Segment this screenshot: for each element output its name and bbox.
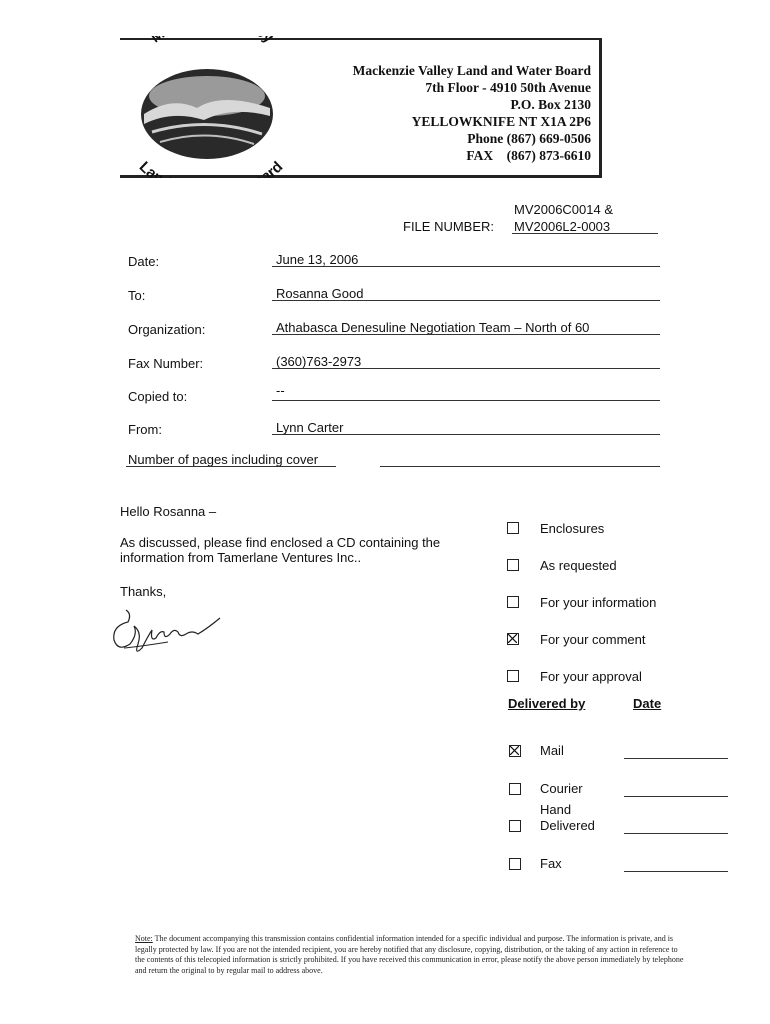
file-number-value-1: MV2006C0014 & bbox=[514, 202, 614, 217]
delivery-checkbox[interactable] bbox=[509, 858, 521, 870]
to-value: Rosanna Good bbox=[276, 286, 364, 301]
file-number-label: FILE NUMBER: bbox=[403, 219, 495, 234]
fax-number-label: Fax Number: bbox=[128, 356, 204, 371]
fax-number-value: (360)763-2973 bbox=[276, 354, 362, 369]
phone-number: Phone (867) 669-0506 bbox=[467, 131, 591, 146]
copied-to-value: -- bbox=[276, 383, 285, 398]
message-closing: Thanks, bbox=[120, 584, 167, 599]
svg-text:Land and Water Board bbox=[136, 158, 287, 178]
purpose-checkbox[interactable] bbox=[507, 670, 519, 682]
date-label: Date: bbox=[128, 254, 160, 269]
delivered-by-header: Delivered by bbox=[508, 696, 586, 711]
delivery-option-label-line2: Delivered bbox=[540, 818, 595, 833]
date-underline bbox=[272, 266, 660, 267]
copied-to-underline bbox=[272, 400, 660, 401]
delivery-date-line[interactable] bbox=[624, 796, 728, 797]
delivery-date-line[interactable] bbox=[624, 758, 728, 759]
purpose-option-label: For your comment bbox=[540, 632, 646, 647]
delivery-option-label-line1: Hand bbox=[540, 802, 572, 817]
purpose-option-label: As requested bbox=[540, 558, 617, 573]
purpose-option-label: Enclosures bbox=[540, 521, 605, 536]
date-value: June 13, 2006 bbox=[276, 252, 359, 267]
delivery-date-line[interactable] bbox=[624, 833, 728, 834]
svg-text:Mackenzie Valley bbox=[148, 36, 277, 47]
delivery-checkbox[interactable] bbox=[509, 783, 521, 795]
fax-number-underline bbox=[272, 368, 660, 369]
logo-text-top: y bbox=[259, 36, 277, 47]
organization-value: Athabasca Denesuline Negotiation Team – North of 60 bbox=[276, 320, 590, 335]
purpose-checkbox[interactable] bbox=[507, 596, 519, 608]
note-prefix: Note: bbox=[135, 934, 153, 943]
address-line-3: YELLOWKNIFE NT X1A 2P6 bbox=[411, 114, 591, 129]
message-body: As discussed, please find enclosed a CD containing the information from Tamerlane Ventures Inc.. bbox=[120, 535, 441, 565]
purpose-checkbox[interactable] bbox=[507, 522, 519, 534]
delivery-date-line[interactable] bbox=[624, 871, 728, 872]
address-line-2: P.O. Box 2130 bbox=[510, 97, 591, 112]
logo-text-bottom: Lan ard bbox=[135, 158, 287, 178]
pages-underline-left bbox=[126, 466, 336, 467]
organization-label: Organization: bbox=[128, 322, 206, 337]
confidentiality-note bbox=[135, 934, 687, 976]
fax-number: FAX (867) 873-6610 bbox=[466, 148, 591, 163]
file-number-value-2: MV2006L2-0003 bbox=[514, 219, 611, 234]
from-label: From: bbox=[128, 422, 162, 437]
pages-underline-right bbox=[380, 466, 660, 467]
delivery-option-label: Fax bbox=[540, 856, 562, 871]
purpose-option-label: For your approval bbox=[540, 669, 642, 684]
from-underline bbox=[272, 434, 660, 435]
org-address-block bbox=[353, 62, 591, 164]
delivery-option-label: Courier bbox=[540, 781, 583, 796]
purpose-checkbox[interactable] bbox=[507, 633, 519, 645]
board-logo-icon bbox=[112, 36, 302, 178]
note-text: The document accompanying this transmission contains confidential information intended for a specific individual and purpose. The information is private, and is legally protected by law. If you are not the intended recipient, you are hereby notified that any disclosure, copying, distribution, or the taking of any action in reference to the contents of this telecopied information is strictly prohibited. If you have received this communication in error, please notify the above person immediately by telephone and return the original to by regular mail to address above. bbox=[135, 934, 684, 975]
purpose-checkbox[interactable] bbox=[507, 559, 519, 571]
org-name: Mackenzie Valley Land and Water Board bbox=[352, 63, 591, 78]
delivery-checkbox[interactable] bbox=[509, 820, 521, 832]
signature bbox=[108, 604, 228, 669]
delivery-date-header: Date bbox=[633, 696, 662, 711]
file-number-underline bbox=[512, 233, 658, 234]
message-greeting: Hello Rosanna – bbox=[120, 504, 217, 519]
delivery-option-label: Mail bbox=[540, 743, 564, 758]
signature-icon bbox=[108, 604, 228, 664]
pages-label: Number of pages including cover bbox=[128, 452, 319, 467]
to-label: To: bbox=[128, 288, 146, 303]
to-underline bbox=[272, 300, 660, 301]
delivery-checkbox[interactable] bbox=[509, 745, 521, 757]
copied-to-label: Copied to: bbox=[128, 389, 188, 404]
address-line-1: 7th Floor - 4910 50th Avenue bbox=[425, 80, 591, 95]
organization-underline bbox=[272, 334, 660, 335]
purpose-option-label: For your information bbox=[540, 595, 657, 610]
from-value: Lynn Carter bbox=[276, 420, 344, 435]
board-logo bbox=[112, 36, 302, 178]
